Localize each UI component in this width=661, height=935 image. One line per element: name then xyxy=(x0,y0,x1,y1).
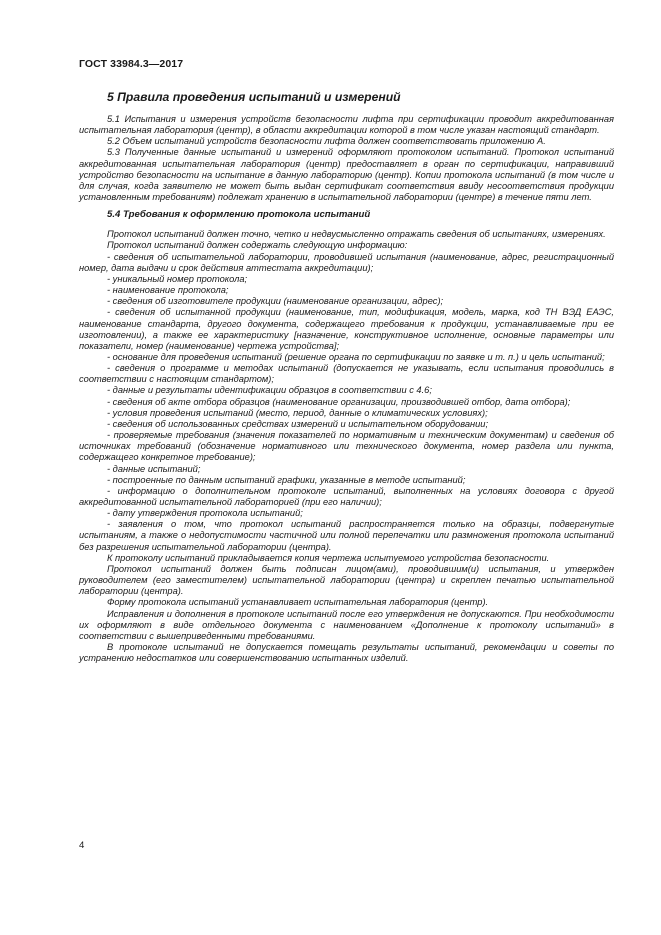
list-item: - информацию о дополнительном протоколе испытаний, выполненных на условиях договора с другой аккредитованной испытательной лабораторией (при его наличии); xyxy=(79,485,614,507)
list-item: - условия проведения испытаний (место, период, данные о климатических условиях); xyxy=(107,407,488,418)
subsection-title: 5.4 Требования к оформлению протокола испытаний xyxy=(107,209,371,221)
closing-paragraph: К протоколу испытаний прикладывается копия чертежа испытуемого устройства безопасности. xyxy=(107,552,550,563)
closing-paragraph: В протоколе испытаний не допускается помещать результаты испытаний, рекомендации и советы по устранению недостатков или совершенствованию испытанных изделий. xyxy=(79,642,614,664)
list-item: - сведения об испытанной продукции (наименование, тип, модификация, модель, марка, код ТН ВЭД ЕАЭС, наименование стандарта, другого документа, содержащего требования к продукции, устанавливаемые при ее изготовлении), а также ее характеристику [назначение, конструктивное исполнение, основные параметры или показатели, номер (наименование) чертежа устройства]; xyxy=(79,307,614,351)
list-item: - построенные по данным испытаний графики, указанные в методе испытаний; xyxy=(107,474,466,485)
list-item: - заявления о том, что протокол испытаний распространяется только на образцы, подвергнутые испытаниям, а также о недопустимости частичной или полной перепечатки или размножения протокола испытаний без разрешения испытательной лаборатории (центра). xyxy=(79,519,614,552)
intro-paragraph: Протокол испытаний должен точно, четко и недвусмысленно отражать сведения об испытаниях, измерениях. xyxy=(107,229,606,240)
intro-paragraph: Протокол испытаний должен содержать следующую информацию: xyxy=(107,240,408,251)
list-item: - данные испытаний; xyxy=(107,463,201,474)
page-number: 4 xyxy=(79,840,85,851)
list-item: - уникальный номер протокола; xyxy=(107,273,248,284)
section-title: 5 Правила проведения испытаний и измерений xyxy=(107,90,401,104)
list-item: - дату утверждения протокола испытаний; xyxy=(107,508,303,519)
paragraph-5-1: 5.1 Испытания и измерения устройств безопасности лифта при сертификации проводит аккредитованная испытательная лаборатория (центр), в области аккредитации которой в том числе указан настоящий стандарт. xyxy=(79,114,614,136)
paragraph-5-3: 5.3 Полученные данные испытаний и измерений оформляют протоколом испытаний. Протокол испытаний аккредитованная испытательная лаборатория (центр) предоставляет в орган по сертификации, направивший устройство безопасности на испытание в данную лабораторию (центр). Копии протокола испытаний (в том числе и для случая, когда заявителю не может быть выдан сертификат соответствия ввиду несоответствия продукции установленным требованиям) подлежат хранению в испытательной лаборатории (центре) в течение пяти лет. xyxy=(79,147,614,203)
doc-header-code: ГОСТ 33984.3—2017 xyxy=(79,58,184,70)
closing-paragraph: Форму протокола испытаний устанавливает испытательная лаборатория (центр). xyxy=(107,597,489,608)
list-item: - основание для проведения испытаний (решение органа по сертификации по заявке и т. п.) и цель испытаний; xyxy=(107,351,605,362)
list-item: - сведения об использованных средствах измерений и испытательном оборудовании; xyxy=(107,418,489,429)
list-item: - сведения о программе и методах испытаний (допускается не указывать, если испытания проводились в соответствии с настоящим стандартом); xyxy=(79,363,614,385)
closing-paragraph: Протокол испытаний должен быть подписан лицом(ами), проводившим(и) испытания, и утвержден руководителем (его заместителем) испытательной лаборатории (центра) и скреплен печатью испытательной лаборатории (центра). xyxy=(79,563,614,597)
list-item: - сведения об изготовителе продукции (наименование организации, адрес); xyxy=(107,296,444,307)
list-item: - наименование протокола; xyxy=(107,285,229,296)
list-item: - сведения об акте отбора образцов (наименование организации, производившей отбор, дата отбора); xyxy=(107,396,571,407)
closing-paragraph: Исправления и дополнения в протоколе испытаний после его утверждения не допускаются. При необходимости их оформляют в виде отдельного документа с наименованием «Дополнение к протоколу испытаний» в соответствии с вышеприведенными требованиями. xyxy=(79,608,614,641)
list-item: - сведения об испытательной лаборатории, проводившей испытания (наименование, адрес, регистрационный номер, дата выдачи и срок действия аттестата аккредитации); xyxy=(79,251,614,273)
paragraph-5-2: 5.2 Объем испытаний устройств безопасности лифта должен соответствовать приложению А. xyxy=(107,136,546,147)
list-item: - данные и результаты идентификации образцов в соответствии с 4.6; xyxy=(107,385,432,396)
document-body xyxy=(79,90,614,664)
list-item: - проверяемые требования (значения показателей по нормативным и техническим документам) и сведения об источниках требований (обозначение нормативного или технического документа, номер раздела или пункта, содержащего конкретное требование); xyxy=(79,430,614,463)
